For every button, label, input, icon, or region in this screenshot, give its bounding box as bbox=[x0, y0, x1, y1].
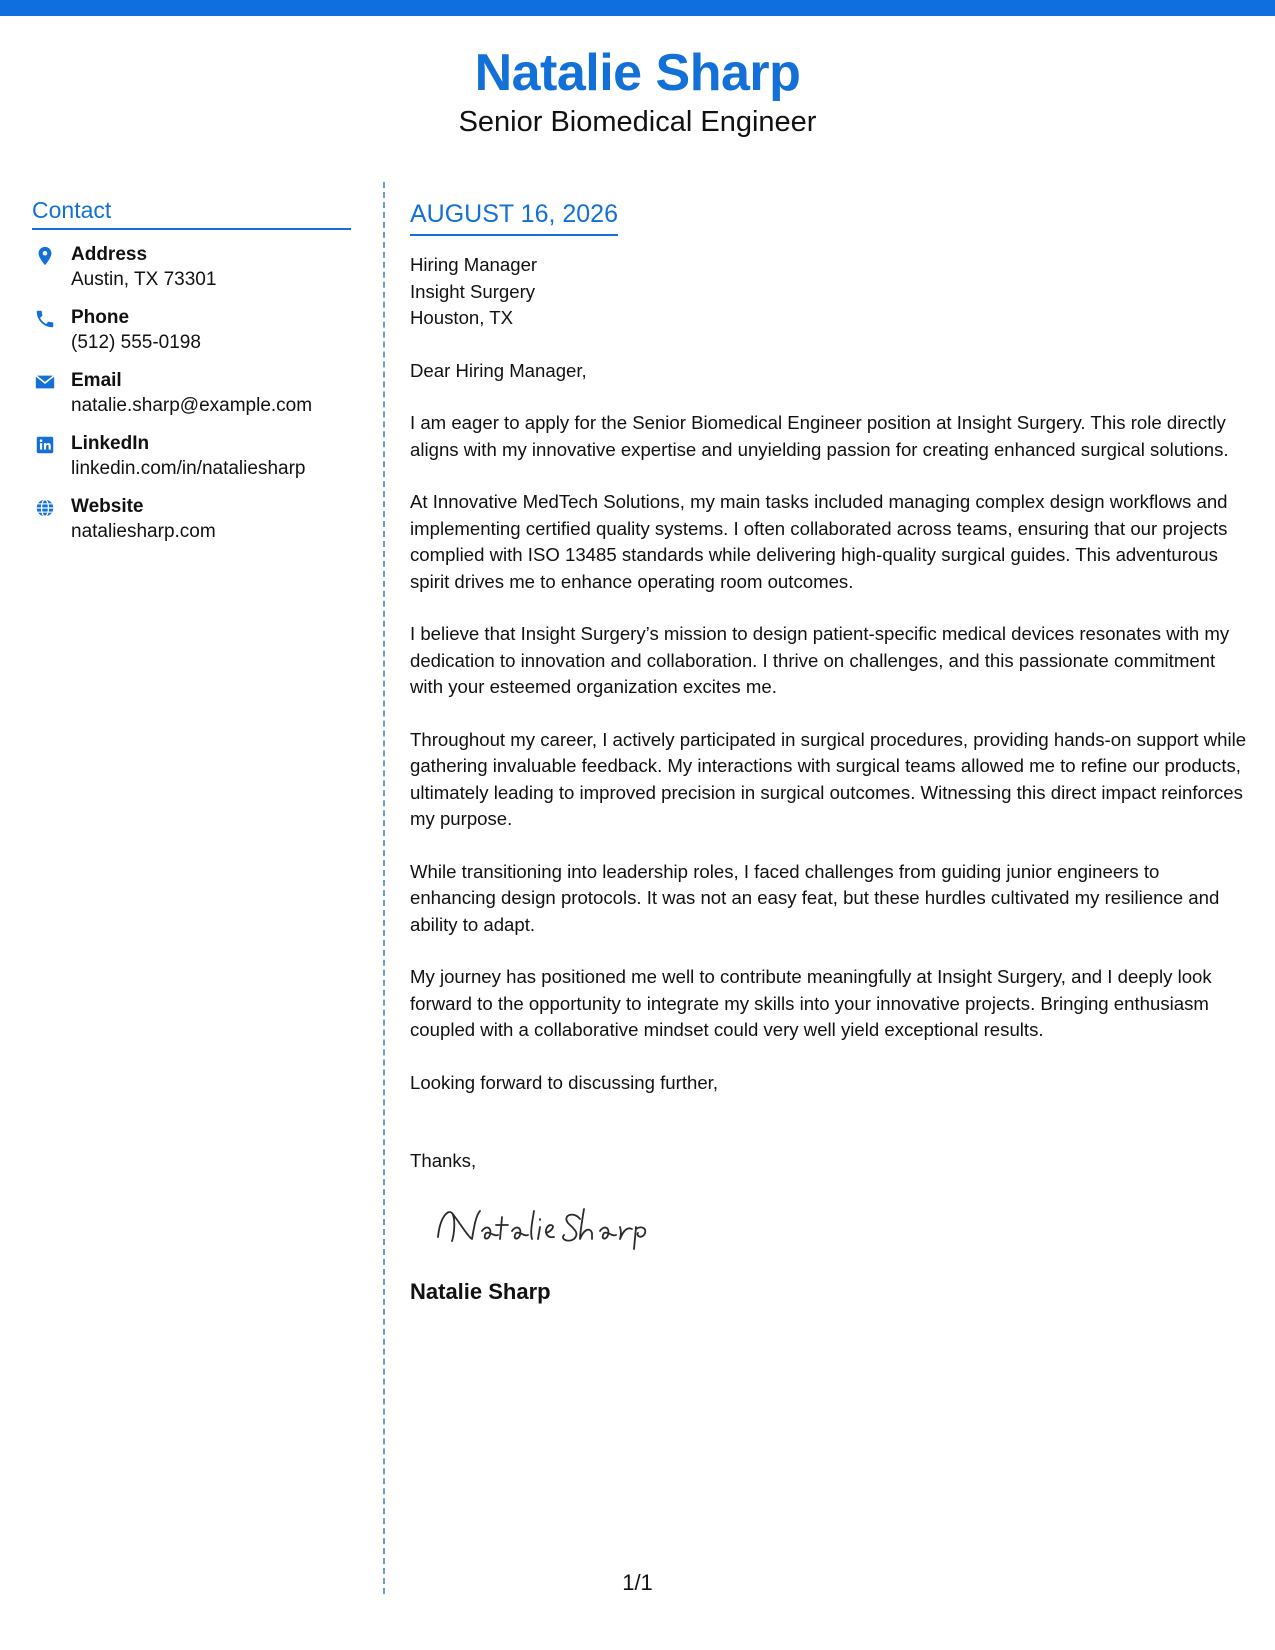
page-number: 1/1 bbox=[622, 1570, 653, 1595]
contact-item-address bbox=[32, 242, 351, 305]
contact-label: Address bbox=[71, 244, 148, 265]
applicant-name: Natalie Sharp bbox=[474, 44, 801, 102]
column-divider bbox=[383, 182, 385, 1594]
contact-list bbox=[32, 242, 351, 557]
globe-icon bbox=[34, 497, 56, 519]
paragraph: While transitioning into leadership roles, I faced challenges from guiding junior engineers to enhancing design protocols. It was not an easy feat, but these hurdles cultivated my resilience and ability to adapt. bbox=[410, 860, 1220, 935]
paragraph: Throughout my career, I actively participated in surgical procedures, providing hands-on support while gathering invaluable feedback. My interactions with surgical teams allowed me to refine our products, ultimately leading to improved precision in surgical outcomes. Witnessing this direct impact reinforces my purpose. bbox=[410, 728, 1247, 829]
contact-label: Email bbox=[71, 370, 122, 391]
recipient-line: Insight Surgery bbox=[410, 280, 536, 302]
paragraph: At Innovative MedTech Solutions, my main tasks included managing complex design workflows and implementing certified quality systems. I often collaborated across teams, ensuring that our projects complied with ISO 13485 standards while delivering high-quality surgical guides. This adventurous spirit drives me to enhance operating room outcomes. bbox=[410, 491, 1228, 592]
letter-date: AUGUST 16, 2026 bbox=[410, 198, 618, 236]
contact-item-linkedin bbox=[32, 431, 351, 494]
contact-value: linkedin.com/in/nataliesharp bbox=[71, 458, 306, 479]
envelope-icon bbox=[34, 371, 56, 393]
page-header bbox=[0, 40, 1275, 140]
contact-value: nataliesharp.com bbox=[71, 521, 216, 542]
phone-icon bbox=[34, 308, 56, 330]
contact-item-email bbox=[32, 368, 351, 431]
contact-label: Phone bbox=[71, 307, 130, 328]
map-pin-icon bbox=[34, 245, 56, 267]
paragraph: I am eager to apply for the Senior Biomedical Engineer position at Insight Surgery. This role directly aligns with my innovative expertise and unyielding passion for creating enhanced surgical solutions. bbox=[410, 412, 1229, 460]
contact-value: Austin, TX 73301 bbox=[71, 269, 217, 290]
recipient-block bbox=[410, 252, 1250, 332]
contact-label: LinkedIn bbox=[71, 433, 150, 454]
recipient-line: Hiring Manager bbox=[410, 254, 538, 275]
letter-body bbox=[410, 198, 1250, 1306]
top-accent-bar bbox=[0, 0, 1275, 16]
contact-sidebar bbox=[32, 196, 351, 557]
contact-value: natalie.sharp@example.com bbox=[71, 395, 313, 416]
linkedin-icon bbox=[34, 434, 56, 456]
handwritten-signature bbox=[430, 1197, 670, 1257]
applicant-title: Senior Biomedical Engineer bbox=[458, 106, 817, 138]
contact-value: (512) 555-0198 bbox=[71, 332, 201, 353]
recipient-line: Houston, TX bbox=[410, 307, 514, 328]
contact-item-phone bbox=[32, 305, 351, 368]
signoff: Thanks, bbox=[410, 1150, 477, 1171]
greeting: Dear Hiring Manager, bbox=[410, 359, 587, 381]
paragraph: I believe that Insight Surgery’s mission to design patient-specific medical devices resonates with my dedication to innovation and collaboration. I thrive on challenges, and this passionate commitment with your esteemed organization excites me. bbox=[410, 623, 1230, 697]
contact-label: Website bbox=[71, 496, 144, 517]
contact-item-website bbox=[32, 494, 351, 557]
signer-name: Natalie Sharp bbox=[410, 1279, 551, 1304]
closing-line: Looking forward to discussing further, bbox=[410, 1071, 718, 1093]
contact-heading: Contact bbox=[32, 196, 351, 230]
paragraph: My journey has positioned me well to contribute meaningfully at Insight Surgery, and I deeply look forward to the opportunity to integrate my skills into your innovative projects. Bringing enthusiasm coupled with a collaborative mindset could very well yield exceptional results. bbox=[410, 966, 1212, 1040]
